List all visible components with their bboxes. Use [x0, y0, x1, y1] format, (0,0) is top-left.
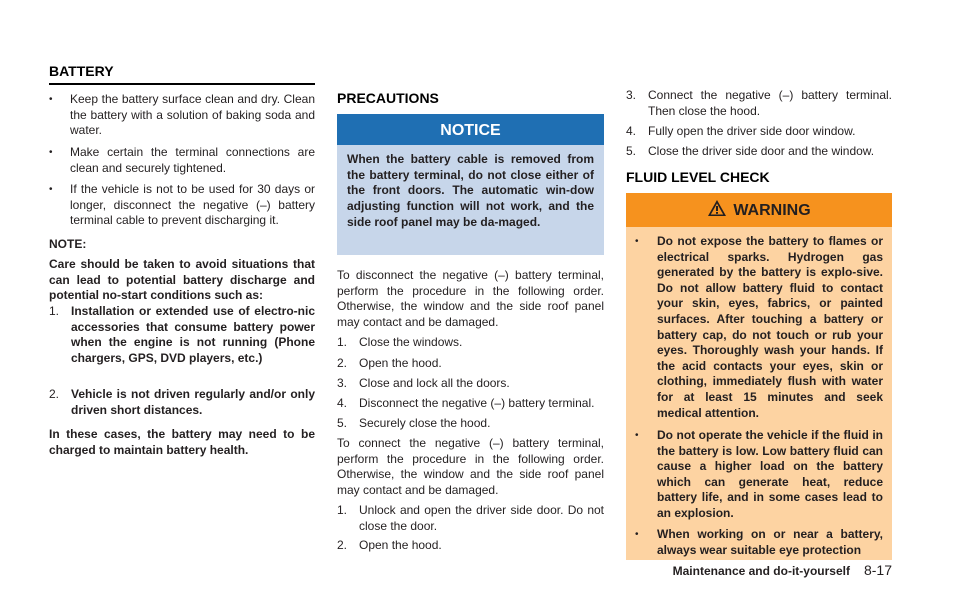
- step-number: 4.: [337, 396, 348, 410]
- bullet-icon: •: [49, 147, 53, 158]
- step-number: 1.: [337, 335, 348, 349]
- connect-step: [626, 144, 892, 160]
- step-text: Close the windows.: [359, 335, 463, 349]
- battery-heading: BATTERY: [49, 63, 114, 79]
- note-item: [49, 387, 315, 418]
- warning-text: Do not operate the vehicle if the fluid in the battery is low. Low battery fluid can cause a higher load on the battery which can generate heat, reduce battery life, and in some cases lead to an explosion.: [657, 428, 883, 520]
- note-item: [49, 304, 315, 366]
- notice-title: NOTICE: [337, 114, 604, 145]
- step-number: 2.: [337, 538, 348, 552]
- step-text: Close and lock all the doors.: [359, 376, 510, 390]
- warning-item: [626, 527, 892, 558]
- page-footer: [673, 563, 892, 580]
- connect-step: [337, 503, 604, 534]
- note-item-text: Installation or extended use of electro-nic accessories that consume battery power when the engine is not running (Phone chargers, GPS, DVD players, etc.): [71, 304, 315, 365]
- disconnect-step: [337, 396, 604, 412]
- bullet-icon: •: [635, 430, 639, 441]
- disconnect-step: [337, 416, 604, 432]
- warning-triangle-icon: [707, 195, 727, 231]
- disconnect-step: [337, 335, 604, 351]
- battery-bullet-text: Keep the battery surface clean and dry. Clean the battery with a solution of baking soda and water.: [70, 92, 315, 138]
- step-text: Disconnect the negative (–) battery terminal.: [359, 396, 595, 410]
- battery-bullet: [49, 92, 315, 139]
- step-number: 3.: [626, 88, 637, 102]
- note-item-number: 1.: [49, 304, 60, 318]
- notice-box: [337, 114, 604, 255]
- bullet-icon: •: [49, 184, 53, 195]
- step-number: 5.: [337, 416, 348, 430]
- note-text: Care should be taken to avoid situations that can lead to potential battery discharge and potential no-start conditions such as:: [49, 257, 315, 303]
- disconnect-intro: To disconnect the negative (–) battery terminal, perform the procedure in the following order. Otherwise, the window and the side roof panel may contact and be damaged.: [337, 268, 604, 329]
- battery-bullet: [49, 145, 315, 176]
- note-closing: In these cases, the battery may need to be charged to maintain battery health.: [49, 427, 315, 457]
- footer-section-title: Maintenance and do-it-yourself: [672, 564, 850, 578]
- step-text: Unlock and open the driver side door. Do not close the door.: [359, 503, 604, 533]
- warning-title: WARNING: [733, 202, 811, 219]
- step-number: 5.: [626, 144, 637, 158]
- step-text: Open the hood.: [359, 538, 442, 552]
- bullet-icon: •: [635, 529, 639, 540]
- step-text: Connect the negative (–) battery terminal. Then close the hood.: [648, 88, 892, 118]
- battery-bullet: [49, 182, 315, 229]
- step-number: 3.: [337, 376, 348, 390]
- notice-text: When the battery cable is removed from the battery terminal, do not close either of the front doors. The automatic win-dow adjusting function will not work, and the side roof panel may be da-maged.: [347, 152, 594, 229]
- step-text: Open the hood.: [359, 356, 442, 370]
- battery-bullet-text: If the vehicle is not to be used for 30 days or longer, disconnect the negative (–) battery terminal cable to prevent discharging it.: [70, 182, 315, 228]
- step-number: 1.: [337, 503, 348, 517]
- warning-header: [626, 193, 892, 227]
- battery-heading-rule: [49, 83, 315, 85]
- warning-item: [626, 428, 892, 522]
- disconnect-step: [337, 356, 604, 372]
- bullet-icon: •: [49, 94, 53, 105]
- step-text: Securely close the hood.: [359, 416, 491, 430]
- disconnect-step: [337, 376, 604, 392]
- note-label: NOTE:: [49, 237, 87, 251]
- battery-bullet-text: Make certain the terminal connections are clean and securely tightened.: [70, 145, 315, 175]
- connect-step: [626, 124, 892, 140]
- note-item-number: 2.: [49, 387, 60, 401]
- connect-step: [626, 88, 892, 119]
- step-number: 4.: [626, 124, 637, 138]
- connect-intro: To connect the negative (–) battery terminal, perform the procedure in the following order. Otherwise, the window and the side roof panel may contact and be damaged.: [337, 436, 604, 497]
- step-text: Fully open the driver side door window.: [648, 124, 856, 138]
- warning-text: When working on or near a battery, always wear suitable eye protection: [657, 527, 883, 557]
- connect-step: [337, 538, 604, 554]
- precautions-heading: PRECAUTIONS: [337, 90, 439, 106]
- step-number: 2.: [337, 356, 348, 370]
- fluid-heading: FLUID LEVEL CHECK: [626, 169, 770, 185]
- bullet-icon: •: [635, 236, 639, 247]
- step-text: Close the driver side door and the window.: [648, 144, 875, 158]
- warning-text: Do not expose the battery to flames or electrical sparks. Hydrogen gas generated by the battery is explo-sive. Do not allow battery fluid to contact your skin, eyes, fabrics, or painted surfaces. After touching a battery or battery cap, do not touch or rub your eyes. Thoroughly wash your hands. If the acid contacts your eyes, skin or clothing, immediately flush with water for at least 15 minutes and seek medical attention.: [657, 234, 883, 420]
- warning-item: [626, 234, 892, 421]
- warning-box: [626, 193, 892, 560]
- page-number: 8-17: [863, 562, 892, 578]
- note-item-text: Vehicle is not driven regularly and/or only driven short distances.: [71, 387, 315, 417]
